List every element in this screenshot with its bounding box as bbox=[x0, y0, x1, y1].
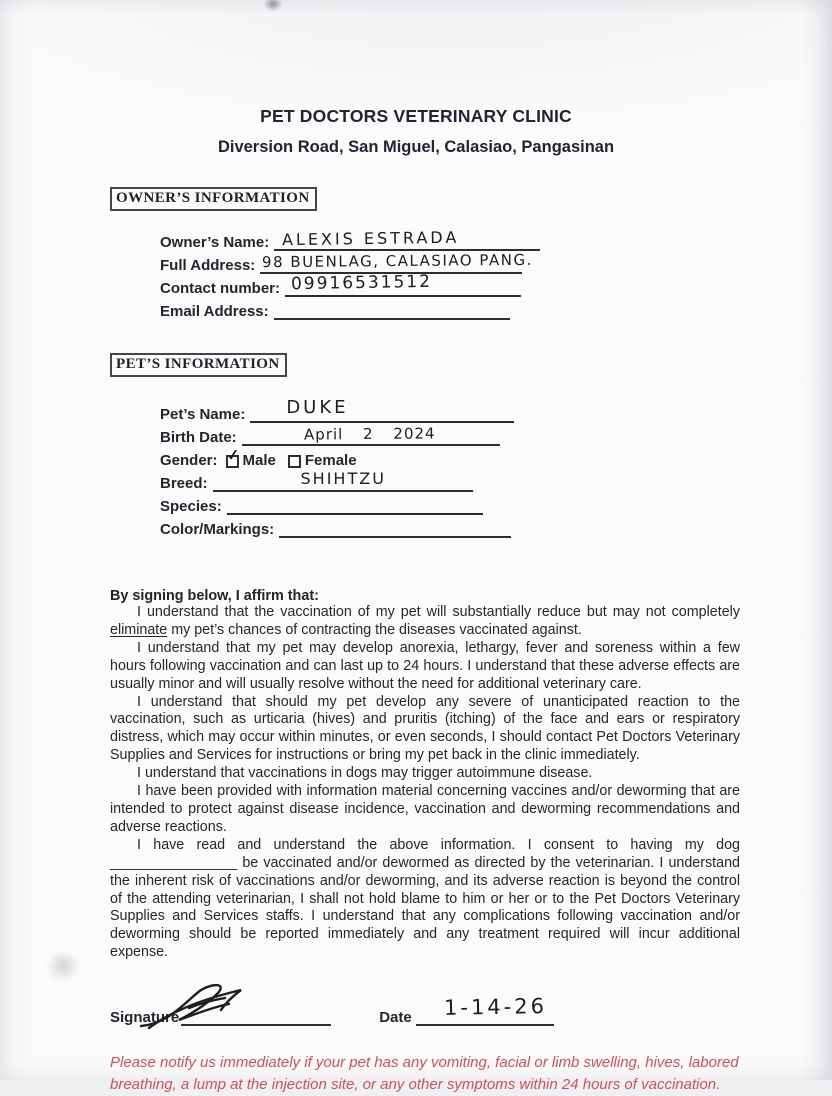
male-check-mark: ✓ bbox=[225, 446, 240, 465]
email-address-field bbox=[160, 300, 740, 320]
species-line bbox=[227, 496, 483, 515]
breed-label: Breed: bbox=[160, 475, 208, 492]
gender-label: Gender: bbox=[160, 452, 218, 469]
pet-name-field bbox=[160, 397, 740, 423]
species-field bbox=[160, 495, 740, 515]
affirmation-paragraph: I understand that vaccinations in dogs may trigger autoimmune disease. bbox=[137, 765, 593, 782]
breed-line bbox=[213, 469, 473, 492]
date-value: 1-14-26 bbox=[443, 994, 547, 1021]
affirmation-paragraph: I understand that the vaccination of my pet will substantially reduce but may not completely eliminate my pet’s chances of contracting the diseases vaccinated against. bbox=[110, 604, 740, 638]
gender-field bbox=[160, 446, 740, 469]
form-header bbox=[0, 0, 832, 157]
affirmation-heading: By signing below, I affirm that: bbox=[110, 588, 319, 604]
species-label: Species: bbox=[160, 498, 222, 515]
owner-section-title: OWNER’S INFORMATION bbox=[110, 187, 317, 211]
female-option-label: Female bbox=[304, 452, 357, 469]
contact-number-value: 09916531512 bbox=[290, 271, 433, 295]
breed-field bbox=[160, 469, 740, 492]
contact-number-field bbox=[160, 271, 740, 297]
clinic-name: PET DOCTORS VETERINARY CLINIC bbox=[260, 106, 572, 126]
male-checkbox bbox=[225, 446, 240, 468]
full-address-line bbox=[260, 250, 534, 274]
pet-section-title: PET’S INFORMATION bbox=[110, 353, 287, 377]
birth-date-value: April 2 2024 bbox=[303, 424, 436, 444]
male-option-label: Male bbox=[242, 452, 276, 469]
email-address-line bbox=[274, 301, 510, 320]
birth-date-label: Birth Date: bbox=[160, 429, 237, 446]
affirmation-paragraph: I have read and understand the above information. I consent to having my dog ________________ be vaccinated and/or dewormed as directed by the veterinarian. I understand the inherent risk of vaccinations and/or deworming, and its adverse reaction is beyond the control of the attending veterinarian, I shall not hold blame to him or her or to the Pet Doctors Veterinary Supplies and Services staffs. I understand that any complications following vaccination and/or deworming should be reported immediately and any treatment required will incur additional expense. bbox=[110, 836, 740, 961]
signature-label: Signature bbox=[110, 1009, 180, 1027]
owner-name-line bbox=[274, 227, 540, 251]
affirmation-section bbox=[110, 588, 740, 962]
signature-line bbox=[181, 1004, 331, 1026]
email-address-label: Email Address: bbox=[160, 303, 269, 320]
owner-information-section bbox=[110, 157, 740, 320]
date-line bbox=[416, 994, 554, 1026]
full-address-label: Full Address: bbox=[160, 257, 256, 274]
birth-date-line bbox=[242, 424, 500, 446]
pet-name-value: DUKE bbox=[286, 397, 349, 418]
full-address-value: 98 BUENLAG, CALASIAO PANG. bbox=[262, 250, 534, 272]
scan-smudge-top bbox=[264, 0, 282, 11]
breed-value: SHIHTZU bbox=[300, 469, 386, 488]
color-markings-line bbox=[279, 519, 511, 538]
affirmation-paragraph: I understand that should my pet develop any severe of unanticipated reaction to the vaccination, such as urticaria (hives) and pruritis (itching) of the face and ears or respiratory distress, which may occur within minutes, or even seconds, I should contact Pet Doctors Veterinary Supplies and Services for instructions or bring my pet back in the clinic immediately. bbox=[110, 693, 740, 764]
pet-name-line bbox=[250, 397, 514, 423]
signature-row bbox=[110, 994, 740, 1027]
full-address-field bbox=[160, 250, 740, 274]
post-vaccination-warning: Please notify us immediately if your pet has any vomiting, facial or limb swelling, hives, labored breathing, a lump at the injection site, or any other symptoms within 24 hours of vaccination. bbox=[110, 1054, 739, 1093]
clinic-address: Diversion Road, San Miguel, Calasiao, Pangasinan bbox=[217, 138, 615, 156]
birth-date-field bbox=[160, 426, 740, 446]
date-label: Date bbox=[379, 1009, 412, 1027]
contact-number-label: Contact number: bbox=[160, 280, 280, 297]
color-markings-label: Color/Markings: bbox=[160, 521, 275, 538]
contact-number-line bbox=[285, 271, 521, 297]
pet-information-section bbox=[110, 323, 740, 538]
pet-name-label: Pet’s Name: bbox=[160, 406, 246, 423]
female-checkbox bbox=[288, 455, 301, 468]
scan-smudge-bottom-left bbox=[46, 950, 80, 982]
owner-name-value: ALEXIS ESTRADA bbox=[282, 227, 460, 250]
owner-name-field bbox=[160, 227, 740, 251]
affirmation-paragraph: I have been provided with information material concerning vaccines and/or deworming that are intended to protect against disease incidence, vaccination and deworming recommendations and adverse reactions. bbox=[110, 783, 740, 835]
owner-name-label: Owner’s Name: bbox=[160, 234, 270, 251]
signature-scribble bbox=[129, 980, 319, 1032]
affirmation-paragraph: I understand that my pet may develop anorexia, lethargy, fever and soreness within a few hours following vaccination and can last up to 24 hours. I understand that these adverse effects are usually minor and will usually resolve without the need for additional veterinary care. bbox=[110, 639, 740, 692]
color-markings-field bbox=[160, 518, 740, 538]
